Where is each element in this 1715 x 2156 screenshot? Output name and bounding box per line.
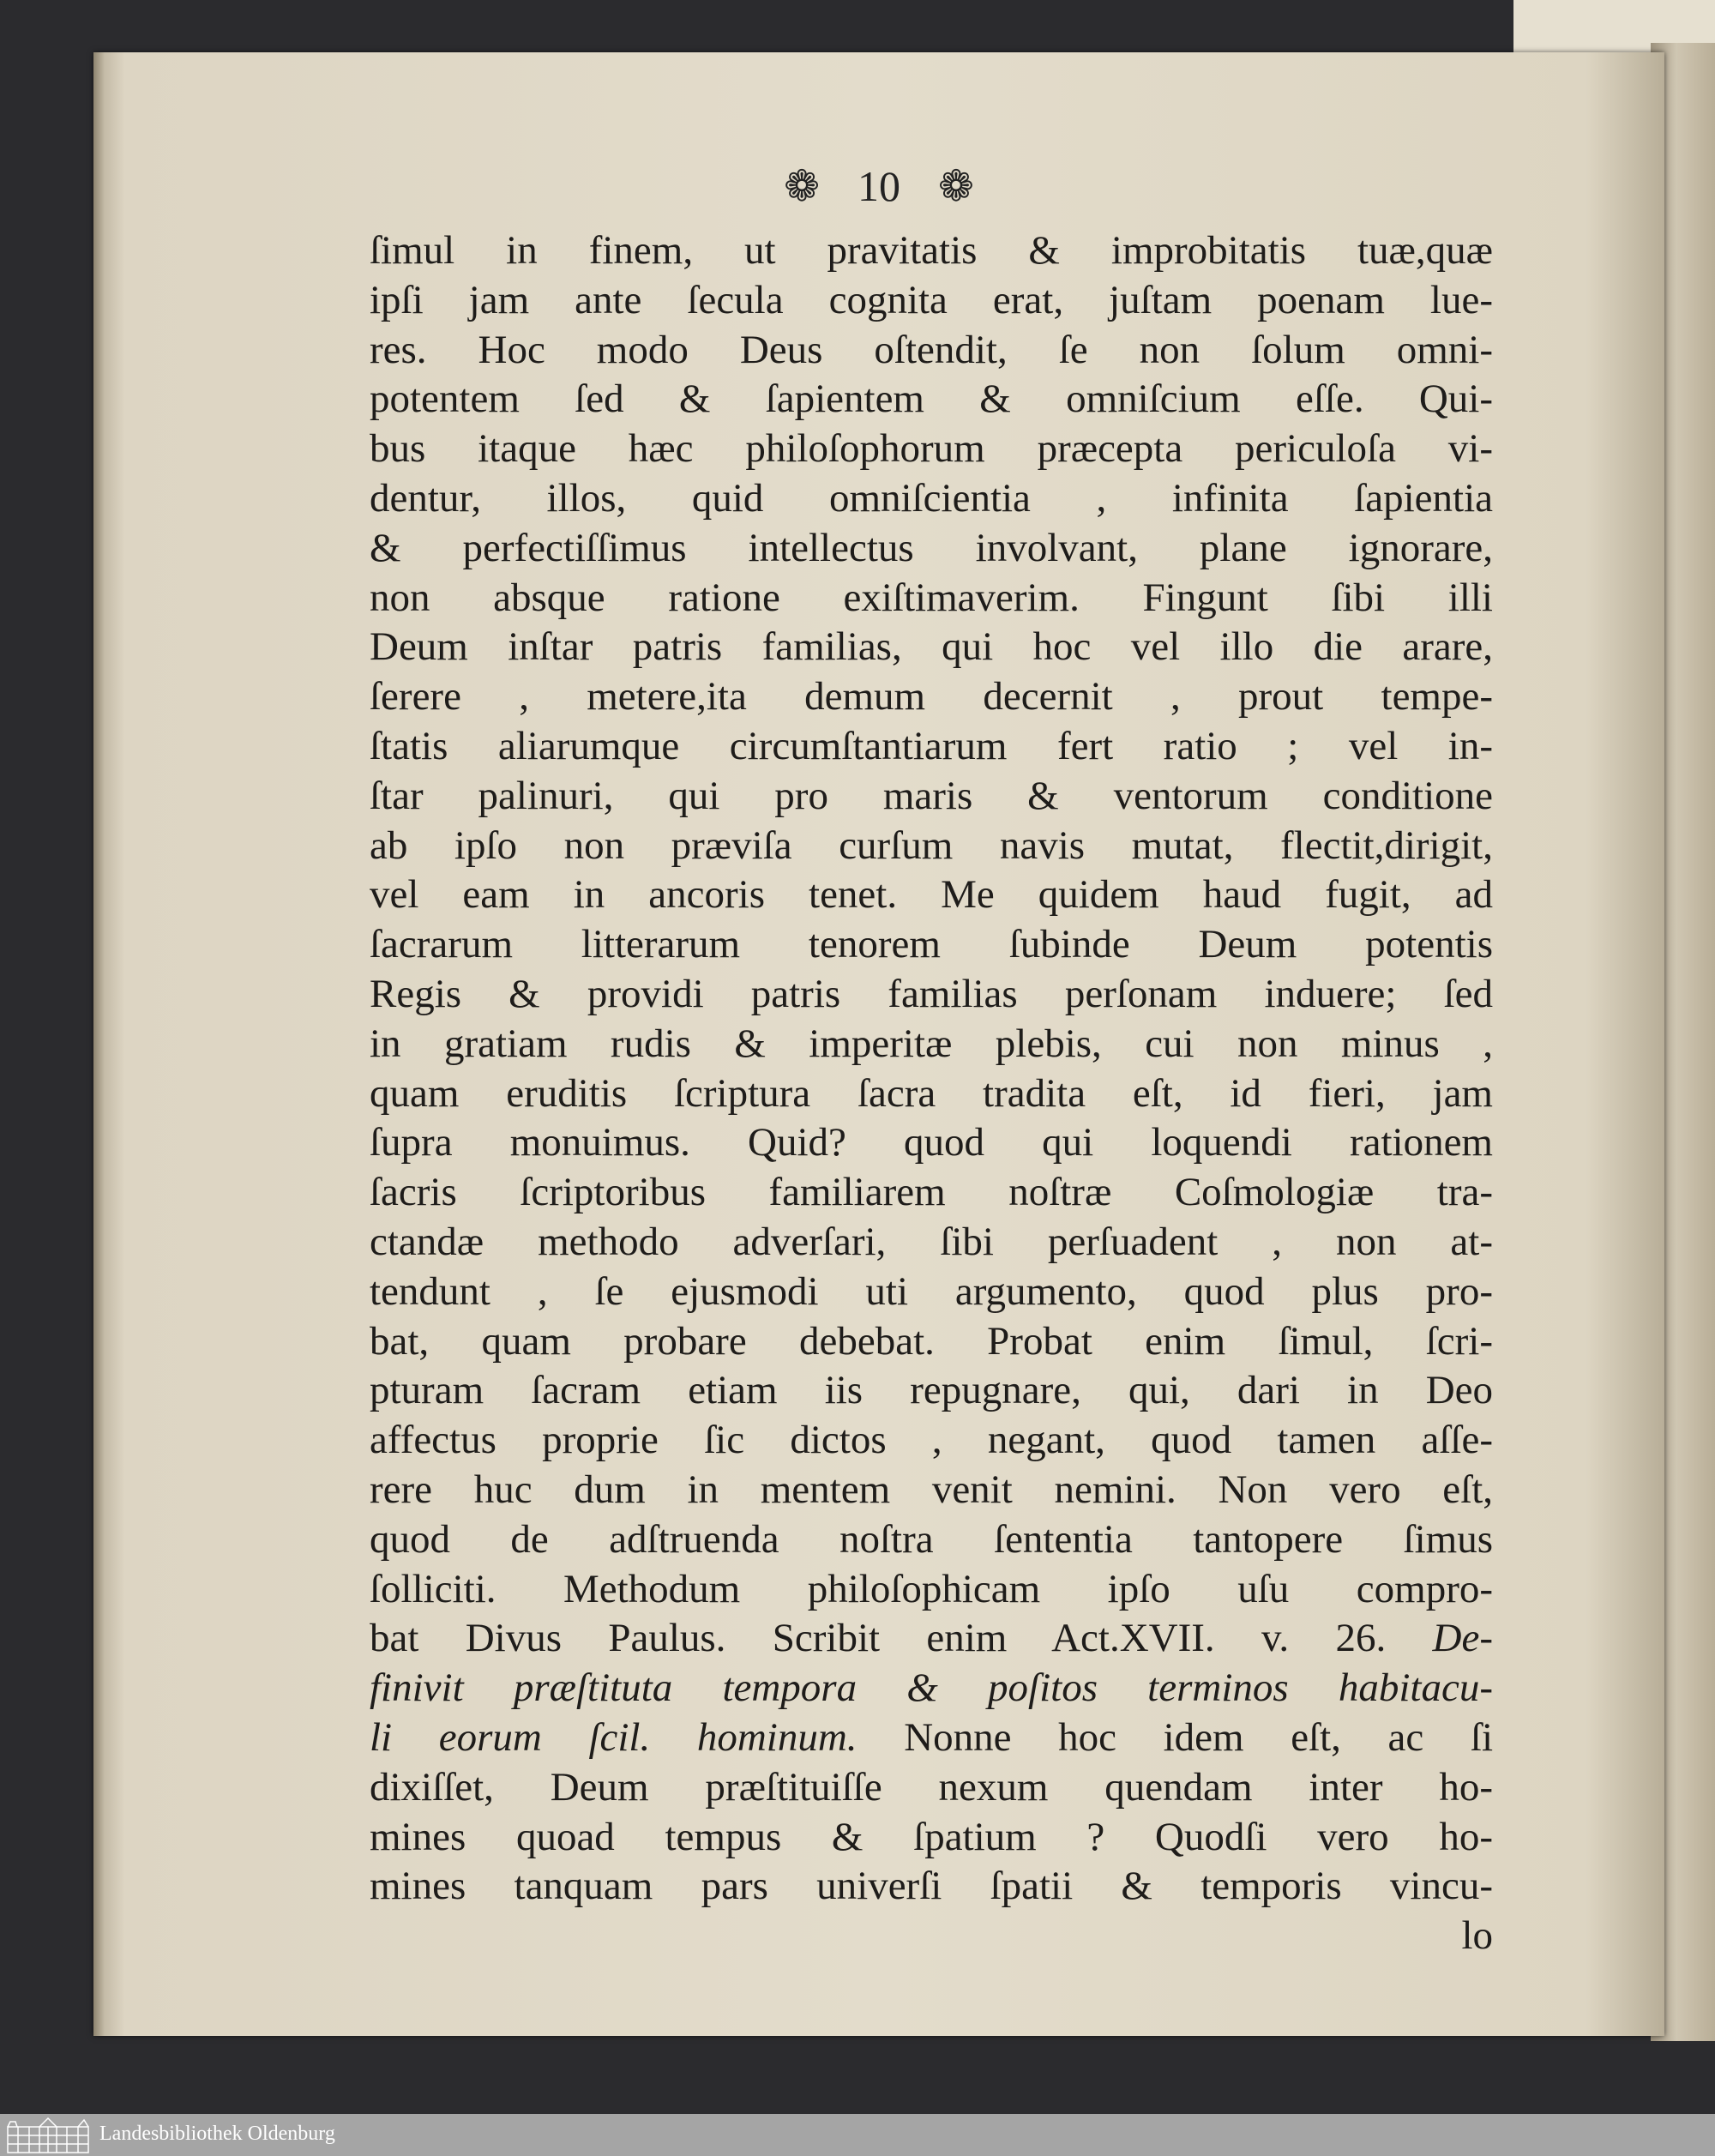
footer-bar bbox=[0, 2114, 1715, 2156]
text-line bbox=[370, 1168, 1493, 1218]
page-header bbox=[93, 160, 1664, 212]
text-segment: ab ipſo non præviſa curſum navis mutat, flectit,dirigit, bbox=[370, 822, 1493, 868]
text-line bbox=[370, 672, 1493, 722]
text-segment: ſacris ſcriptoribus familiarem noſtræ Coſmologiæ tra- bbox=[370, 1170, 1493, 1215]
text-line bbox=[370, 970, 1493, 1020]
text-segment: in gratiam rudis & imperitæ plebis, cui non minus , bbox=[370, 1021, 1493, 1066]
text-segment: ſolliciti. Methodum philoſophicam ipſo uſu compro- bbox=[370, 1566, 1493, 1611]
text-segment: tendunt , ſe ejusmodi uti argumento, quod plus pro- bbox=[370, 1268, 1493, 1314]
text-line bbox=[370, 1813, 1493, 1863]
italic-text: De- bbox=[1432, 1616, 1493, 1661]
text-line bbox=[370, 1565, 1493, 1615]
text-segment: potentem ſed & ſapientem & omniſcium eſſe. Qui- bbox=[370, 376, 1493, 422]
text-segment: & perfectiſſimus intellectus involvant, plane ignorare, bbox=[370, 525, 1493, 570]
italic-text: finivit præſtituta tempora & poſitos terminos habitacu- bbox=[370, 1665, 1493, 1711]
text-segment: lo bbox=[1461, 1913, 1493, 1959]
text-segment: affectus proprie ſic dictos , negant, quod tamen aſſe- bbox=[370, 1418, 1493, 1463]
text-line bbox=[370, 1069, 1493, 1119]
text-segment: ipſi jam ante ſecula cognita erat, juſtam poenam lue- bbox=[370, 277, 1493, 322]
text-line bbox=[370, 1912, 1493, 1961]
text-line bbox=[370, 1020, 1493, 1069]
text-line bbox=[370, 870, 1493, 920]
text-line bbox=[370, 1118, 1493, 1168]
text-segment: Deum inſtar patris familias, qui hoc vel illo die arare, bbox=[370, 624, 1493, 670]
text-segment: pturam ſacram etiam iis repugnare, qui, dari in Deo bbox=[370, 1368, 1493, 1413]
library-building-logo-icon bbox=[5, 2117, 91, 2153]
text-line bbox=[370, 524, 1493, 574]
text-line bbox=[370, 1268, 1493, 1317]
text-segment: bat Divus Paulus. Scribit enim Act.XVII. v. 26. bbox=[370, 1616, 1433, 1661]
library-name: Landesbibliothek Oldenburg bbox=[99, 2123, 335, 2145]
text-segment: bus itaque hæc philoſophorum præcepta periculoſa vi- bbox=[370, 426, 1493, 472]
text-segment: dixiſſet, Deum præſtituiſſe nexum quendam inter ho- bbox=[370, 1764, 1493, 1810]
text-segment: res. Hoc modo Deus oſtendit, ſe non ſolum omni- bbox=[370, 327, 1493, 372]
page-gutter bbox=[93, 52, 105, 2036]
text-line bbox=[370, 772, 1493, 822]
text-segment: bat, quam probare debebat. Probat enim ſimul, ſcri- bbox=[370, 1318, 1493, 1364]
body-text bbox=[370, 226, 1493, 1961]
ornament-left-icon: ❁ bbox=[784, 162, 820, 210]
text-line bbox=[370, 722, 1493, 772]
text-segment: Nonne hoc idem eſt, ac ſi bbox=[904, 1714, 1493, 1760]
text-line bbox=[370, 375, 1493, 425]
text-line bbox=[370, 226, 1493, 276]
text-segment: vel eam in ancoris tenet. Me quidem haud fugit, ad bbox=[370, 872, 1493, 918]
text-segment: quam eruditis ſcriptura ſacra tradita eſt, id fieri, jam bbox=[370, 1070, 1493, 1116]
text-line bbox=[370, 1664, 1493, 1713]
text-line bbox=[370, 920, 1493, 970]
text-line bbox=[370, 1366, 1493, 1416]
text-segment: ſerere , metere,ita demum decernit , prout tempe- bbox=[370, 674, 1493, 720]
text-line bbox=[370, 326, 1493, 376]
text-segment: dentur, illos, quid omniſcientia , infinita ſapientia bbox=[370, 475, 1493, 521]
text-line bbox=[370, 276, 1493, 326]
text-segment: Regis & providi patris familias perſonam induere; ſed bbox=[370, 971, 1493, 1016]
text-line bbox=[370, 1416, 1493, 1466]
text-line bbox=[370, 1713, 1493, 1763]
text-line bbox=[370, 574, 1493, 623]
page-number: 10 bbox=[858, 162, 900, 210]
text-segment: ſtar palinuri, qui pro maris & ventorum conditione bbox=[370, 773, 1493, 818]
text-segment: ſimul in finem, ut pravitatis & improbitatis tuæ,quæ bbox=[370, 228, 1493, 273]
text-line bbox=[370, 822, 1493, 871]
text-line bbox=[370, 474, 1493, 524]
text-line bbox=[370, 1614, 1493, 1664]
text-line bbox=[370, 1218, 1493, 1268]
text-segment: ſtatis aliarumque circumſtantiarum fert ratio ; vel in- bbox=[370, 723, 1493, 768]
text-line bbox=[370, 623, 1493, 672]
text-segment: ctandæ methodo adverſari, ſibi perſuadent , non at- bbox=[370, 1219, 1493, 1264]
text-line bbox=[370, 1763, 1493, 1813]
text-segment: mines tanquam pars univerſi ſpatii & temporis vincu- bbox=[370, 1864, 1493, 1909]
text-line bbox=[370, 1466, 1493, 1515]
text-line bbox=[370, 425, 1493, 474]
ornament-right-icon: ❁ bbox=[938, 162, 974, 210]
text-line bbox=[370, 1862, 1493, 1912]
text-line bbox=[370, 1515, 1493, 1565]
text-segment: quod de adſtruenda noſtra ſententia tantopere ſimus bbox=[370, 1516, 1493, 1562]
text-line bbox=[370, 1317, 1493, 1367]
text-segment: non absque ratione exiſtimaverim. Fingunt ſibi illi bbox=[370, 575, 1493, 620]
text-segment: mines quoad tempus & ſpatium ? Quodſi vero ho- bbox=[370, 1814, 1493, 1859]
text-segment: ſacrarum litterarum tenorem ſubinde Deum potentis bbox=[370, 922, 1493, 967]
italic-text: li eorum ſcil. hominum. bbox=[370, 1714, 905, 1760]
text-segment: rere huc dum in mentem venit nemini. Non vero eſt, bbox=[370, 1466, 1493, 1512]
text-segment: ſupra monuimus. Quid? quod qui loquendi rationem bbox=[370, 1120, 1493, 1165]
